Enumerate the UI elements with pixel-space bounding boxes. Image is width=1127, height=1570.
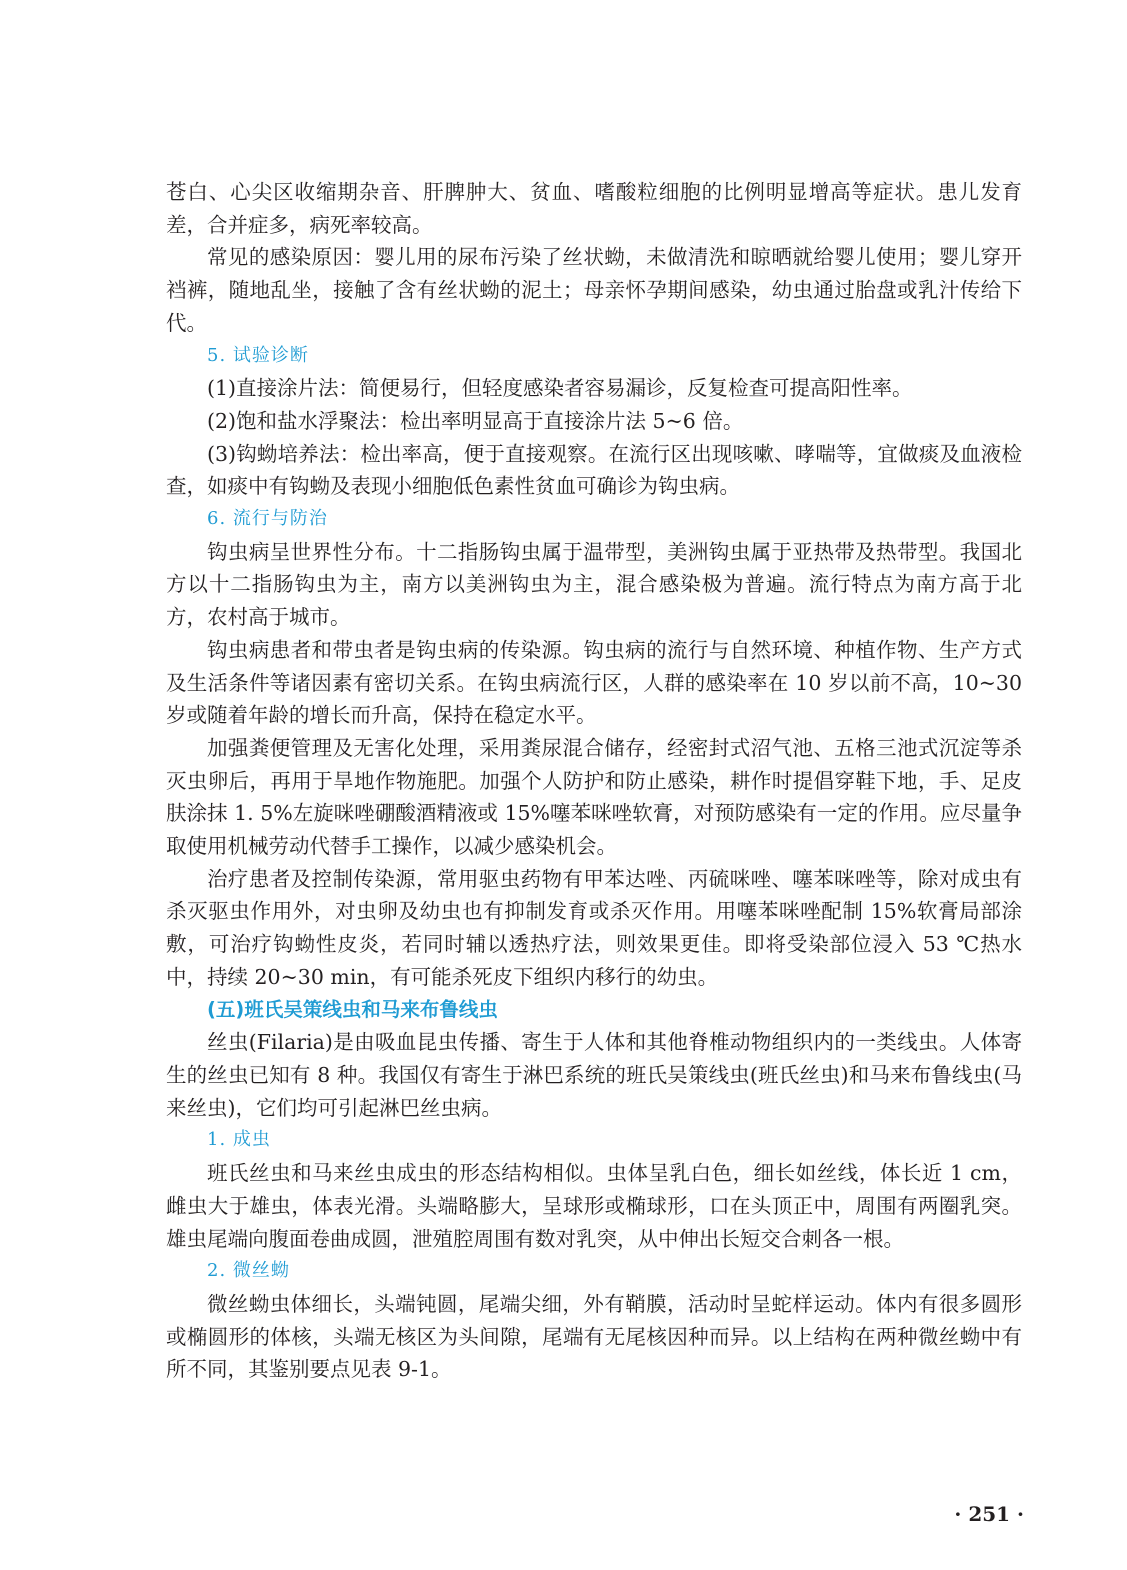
diagnosis-item-3: (3)钩蚴培养法：检出率高，便于直接观察。在流行区出现咳嗽、哮喘等，宜做痰及血液检查，如痰中有钩蚴及表现小细胞低色素性贫血可确诊为钩虫病。 — [166, 441, 1022, 499]
paragraph-infection-source: 钩虫病患者和带虫者是钩虫病的传染源。钩虫病的流行与自然环境、种植作物、生产方式及生活条件等诸因素有密切关系。在钩虫病流行区，人群的感染率在 10 岁以前不高，10~30 岁或随着年龄的增长而升高，保持在稳定水平。 — [166, 637, 1022, 728]
paragraph-filaria-intro: 丝虫(Filaria)是由吸血昆虫传播、寄生于人体和其他脊椎动物组织内的一类线虫。人体寄生的丝虫已知有 8 种。我国仅有寄生于淋巴系统的班氏吴策线虫(班氏丝虫)和马来布鲁线虫(马来丝虫)，它们均可引起淋巴丝虫病。 — [166, 1030, 1022, 1120]
subheading-epidemiology: 6. 流行与防治 — [207, 508, 328, 530]
diagnosis-item-1: (1)直接涂片法：简便易行，但轻度感染者容易漏诊，反复检查可提高阳性率。 — [207, 376, 913, 401]
page-number: · 251 · — [954, 1502, 1024, 1526]
paragraph-treatment: 治疗患者及控制传染源，常用驱虫药物有甲苯达唑、丙硫咪唑、噻苯咪唑等，除对成虫有杀灭驱虫作用外，对虫卵及幼虫也有抑制发育或杀灭作用。用噻苯咪唑配制 15%软膏局部涂敷，可治疗钩蚴性皮炎，若同时辅以透热疗法，则效果更佳。即将受染部位浸入 53 ℃热水中，持续 20~30 min，有可能杀死皮下组织内移行的幼虫。 — [166, 866, 1022, 989]
diagnosis-item-2: (2)饱和盐水浮聚法：检出率明显高于直接涂片法 5~6 倍。 — [207, 408, 744, 433]
paragraph-distribution: 钩虫病呈世界性分布。十二指肠钩虫属于温带型，美洲钩虫属于亚热带及热带型。我国北方以十二指肠钩虫为主，南方以美洲钩虫为主，混合感染极为普遍。流行特点为南方高于北方，农村高于城市。 — [166, 539, 1022, 630]
subheading-adult-worm: 1. 成虫 — [207, 1129, 271, 1151]
paragraph-infection-causes: 常见的感染原因：婴儿用的尿布污染了丝状蚴，未做清洗和晾晒就给婴儿使用；婴儿穿开裆裤，随地乱坐，接触了含有丝状蚴的泥土；母亲怀孕期间感染，幼虫通过胎盘或乳汁传给下代。 — [166, 245, 1022, 335]
subheading-microfilaria: 2. 微丝蚴 — [207, 1260, 290, 1282]
paragraph-adult-worm: 班氏丝虫和马来丝虫成虫的形态结构相似。虫体呈乳白色，细长如丝线，体长近 1 cm，雌虫大于雄虫，体表光滑。头端略膨大，呈球形或椭球形，口在头顶正中，周围有两圈乳突。雄虫尾端向腹面卷曲成圆，泄殖腔周围有数对乳突，从中伸出长短交合刺各一根。 — [166, 1161, 1022, 1251]
subheading-lab-diagnosis: 5. 试验诊断 — [207, 344, 309, 366]
paragraph-microfilaria: 微丝蚴虫体细长，头端钝圆，尾端尖细，外有鞘膜，活动时呈蛇样运动。体内有很多圆形或椭圆形的体核，头端无核区为头间隙，尾端有无尾核因种而异。以上结构在两种微丝蚴中有所不同，其鉴别要点见表 9-1。 — [166, 1291, 1022, 1382]
page-body — [166, 176, 1022, 1386]
paragraph-continuation: 苍白、心尖区收缩期杂音、肝脾肿大、贫血、嗜酸粒细胞的比例明显增高等症状。患儿发育差，合并症多，病死率较高。 — [166, 180, 1022, 237]
paragraph-prevention: 加强粪便管理及无害化处理，采用粪尿混合储存，经密封式沼气池、五格三池式沉淀等杀灭虫卵后，再用于旱地作物施肥。加强个人防护和防止感染，耕作时提倡穿鞋下地，手、足皮肤涂抹 1. 5%左旋咪唑硼酸酒精液或 15%噻苯咪唑软膏，对预防感染有一定的作用。应尽量争取使用机械劳动代替手工操作，以减少感染机会。 — [166, 735, 1022, 859]
section-heading-filaria: (五)班氏吴策线虫和马来布鲁线虫 — [207, 997, 498, 1021]
